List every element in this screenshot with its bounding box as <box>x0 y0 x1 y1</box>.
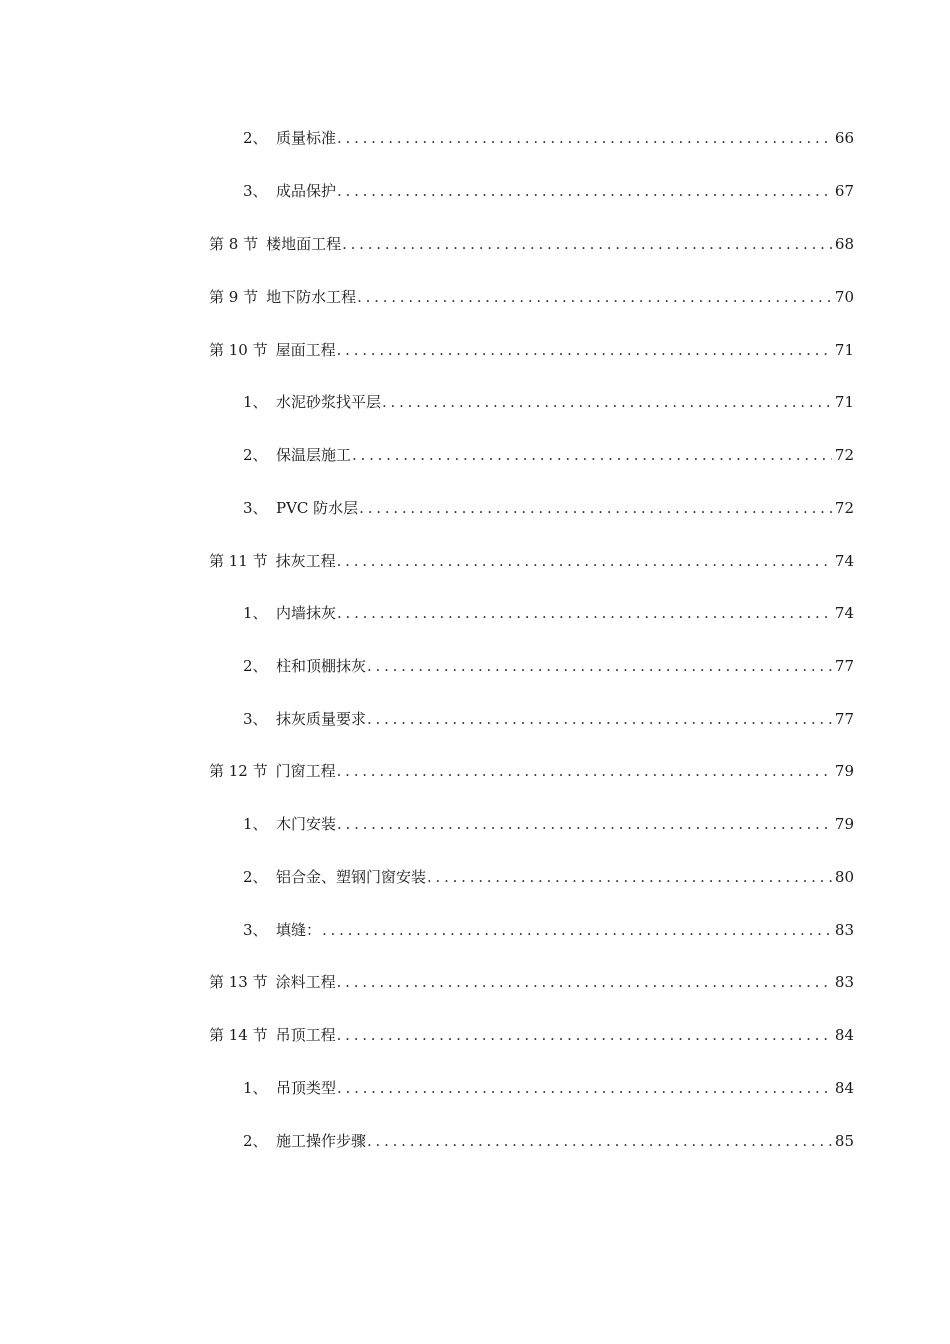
toc-entry-page: 83 <box>834 973 854 991</box>
toc-entry[interactable] <box>243 181 854 201</box>
toc-entry-page: 68 <box>834 235 854 253</box>
toc-entry[interactable] <box>243 814 854 834</box>
toc-entry-title: 铝合金、塑钢门窗安装 <box>276 868 427 886</box>
toc-entry-number: 3、 <box>243 499 268 517</box>
toc-entry[interactable] <box>209 234 854 254</box>
toc-entry[interactable] <box>243 603 854 623</box>
toc-entry-number: 3、 <box>243 710 268 728</box>
toc-entry-title: PVC 防水层 <box>276 499 359 517</box>
dot-leader <box>382 392 832 412</box>
toc-entry-page: 83 <box>834 921 854 939</box>
dot-leader <box>427 867 832 887</box>
dot-leader <box>337 814 832 834</box>
dot-leader <box>367 656 832 676</box>
dot-leader <box>367 1131 832 1151</box>
dot-leader <box>357 287 832 307</box>
toc-entry-number: 3、 <box>243 921 268 939</box>
toc-entry-title: 屋面工程 <box>275 341 336 359</box>
toc-entry-number: 2、 <box>243 868 268 886</box>
toc-entry-title: 填缝： <box>276 921 322 939</box>
dot-leader <box>337 128 832 148</box>
dot-leader <box>337 603 832 623</box>
toc-entry-title: 质量标准 <box>276 129 337 147</box>
dot-leader <box>337 1025 832 1045</box>
dot-leader <box>352 445 832 465</box>
toc-entry-page: 85 <box>834 1132 854 1150</box>
toc-entry[interactable] <box>243 128 854 148</box>
toc-entry-title: 水泥砂浆找平层 <box>276 393 382 411</box>
toc-entry-title: 涂料工程 <box>275 973 336 991</box>
dot-leader <box>337 340 832 360</box>
toc-entry-title: 木门安装 <box>276 815 337 833</box>
toc-entry-number: 1、 <box>243 393 268 411</box>
toc-entry[interactable] <box>209 340 854 360</box>
toc-entry[interactable] <box>209 287 854 307</box>
toc-entry[interactable] <box>243 920 854 940</box>
toc-entry[interactable] <box>243 867 854 887</box>
toc-entry-number: 2、 <box>243 657 268 675</box>
toc-entry[interactable] <box>209 972 854 992</box>
toc-entry-number: 3、 <box>243 182 268 200</box>
toc-entry-title: 保温层施工 <box>276 446 352 464</box>
dot-leader <box>337 972 832 992</box>
toc-entry-number: 第 12 节 <box>209 762 268 780</box>
toc-entry-page: 77 <box>834 710 854 728</box>
toc-entry-page: 79 <box>834 762 854 780</box>
toc-entry-page: 70 <box>834 288 854 306</box>
toc-entry-number: 第 10 节 <box>209 341 268 359</box>
toc-entry-number: 1、 <box>243 815 268 833</box>
toc-entry-title: 楼地面工程 <box>266 235 342 253</box>
toc-entry[interactable] <box>243 656 854 676</box>
toc-entry-title: 施工操作步骤 <box>276 1132 367 1150</box>
dot-leader <box>322 920 832 940</box>
toc-entry[interactable] <box>243 392 854 412</box>
toc-entry-number: 第 8 节 <box>209 235 259 253</box>
toc-entry[interactable] <box>209 1025 854 1045</box>
toc-entry[interactable] <box>243 1078 854 1098</box>
toc-entry-number: 1、 <box>243 1079 268 1097</box>
toc-entry-page: 72 <box>834 446 854 464</box>
toc-entry[interactable] <box>209 761 854 781</box>
dot-leader <box>337 181 832 201</box>
toc-entry-page: 79 <box>834 815 854 833</box>
toc-entry-title: 抹灰工程 <box>275 552 336 570</box>
toc-entry[interactable] <box>243 445 854 465</box>
toc-entry[interactable] <box>209 551 854 571</box>
dot-leader <box>337 761 832 781</box>
toc-entry-page: 84 <box>834 1026 854 1044</box>
toc-entry-page: 72 <box>834 499 854 517</box>
toc-entry-title: 吊顶工程 <box>275 1026 336 1044</box>
toc-entry-title: 柱和顶棚抹灰 <box>276 657 367 675</box>
dot-leader <box>367 709 832 729</box>
dot-leader <box>359 498 832 518</box>
toc-entry-page: 66 <box>834 129 854 147</box>
toc-entry-title: 门窗工程 <box>275 762 336 780</box>
toc-entry-number: 第 14 节 <box>209 1026 268 1044</box>
toc-entry-title: 地下防水工程 <box>266 288 357 306</box>
toc-entry-number: 2、 <box>243 129 268 147</box>
dot-leader <box>337 1078 832 1098</box>
toc-entry-title: 内墙抹灰 <box>276 604 337 622</box>
toc-entry-number: 第 13 节 <box>209 973 268 991</box>
toc-entry[interactable] <box>243 1131 854 1151</box>
toc-entry-title: 成品保护 <box>276 182 337 200</box>
toc-entry-page: 71 <box>834 393 854 411</box>
dot-leader <box>342 234 832 254</box>
toc-entry-page: 71 <box>834 341 854 359</box>
toc-entry-page: 77 <box>834 657 854 675</box>
toc-entry-number: 2、 <box>243 446 268 464</box>
toc-entry-page: 74 <box>834 552 854 570</box>
toc-entry-page: 74 <box>834 604 854 622</box>
toc-entry-page: 67 <box>834 182 854 200</box>
toc-entry-number: 1、 <box>243 604 268 622</box>
dot-leader <box>337 551 832 571</box>
toc-entry-number: 2、 <box>243 1132 268 1150</box>
toc-entry-page: 80 <box>834 868 854 886</box>
toc-entry-page: 84 <box>834 1079 854 1097</box>
toc-entry-number: 第 11 节 <box>209 552 268 570</box>
toc-entry[interactable] <box>243 498 854 518</box>
toc-entry-number: 第 9 节 <box>209 288 259 306</box>
toc-entry[interactable] <box>243 709 854 729</box>
toc-entry-title: 吊顶类型 <box>276 1079 337 1097</box>
toc-entry-title: 抹灰质量要求 <box>276 710 367 728</box>
